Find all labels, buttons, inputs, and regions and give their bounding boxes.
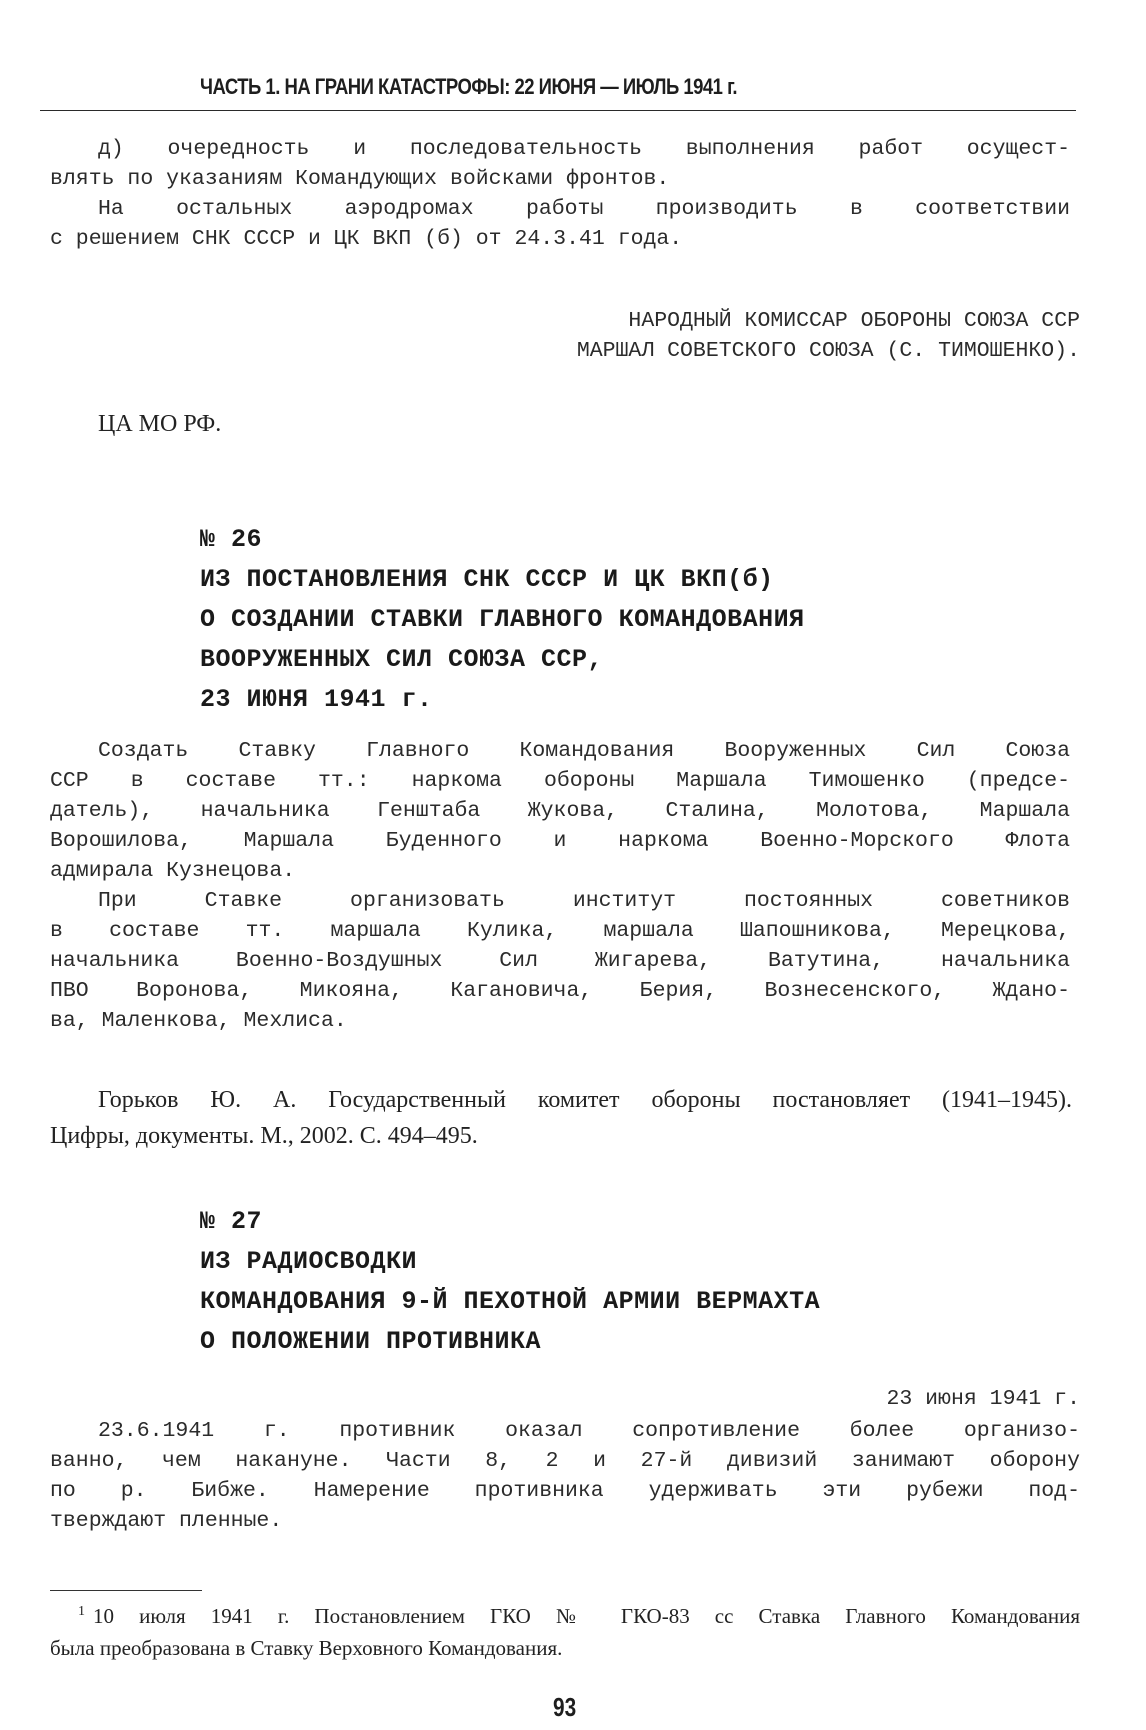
text-line: 23.6.1941 г. противник оказал сопротивление более организо- (98, 1419, 1080, 1443)
doc27-title (200, 1202, 820, 1362)
footnote-mark: 1 (78, 1604, 85, 1619)
text-line: ССР в составе тт.: наркома обороны Маршала Тимошенко (предсе- (50, 769, 1070, 793)
text-line: Ворошилова, Маршала Буденного и наркома Военно-Морского Флота (50, 829, 1070, 853)
text-line: тверждают пленные. (50, 1509, 283, 1533)
text-line: по р. Бибже. Намерение противника удерживать эти рубежи под- (50, 1479, 1080, 1503)
signature-line: МАРШАЛ СОВЕТСКОГО СОЮЗА (С. ТИМОШЕНКО). (576, 339, 1080, 363)
doc26-title-line: О СОЗДАНИИ СТАВКИ ГЛАВНОГО КОМАНДОВАНИЯ (200, 605, 805, 634)
intro-paragraph (50, 134, 1070, 254)
doc26-source (50, 1082, 1072, 1154)
text-line: влять по указаниям Командующих войсками фронтов. (50, 167, 670, 191)
doc27-title-line: КОМАНДОВАНИЯ 9-Й ПЕХОТНОЙ АРМИИ ВЕРМАХТА (200, 1287, 821, 1316)
doc26-date: 23 ИЮНЯ 1941 г. (200, 685, 433, 714)
text-line: При Ставке организовать институт постоянных советников (98, 889, 1070, 913)
text-line: в составе тт. маршала Кулика, маршала Шапошникова, Мерецкова, (50, 919, 1070, 943)
text-line: ванно, чем накануне. Части 8, 2 и 27-й дивизий занимают оборону (50, 1449, 1080, 1473)
doc26-title-line: ИЗ ПОСТАНОВЛЕНИЯ СНК СССР И ЦК ВКП(б) (200, 565, 774, 594)
text-line: ПВО Воронова, Микояна, Кагановича, Берия, Вознесенского, Ждано- (50, 979, 1070, 1003)
footnote-line (50, 1596, 1080, 1632)
footnote (50, 1596, 1080, 1664)
text-line: начальника Военно-Воздушных Сил Жигарева, Ватутина, начальника (50, 949, 1070, 973)
signature-block (50, 306, 1080, 366)
page-number: 93 (553, 1692, 577, 1722)
citation-line: Цифры, документы. М., 2002. С. 494–495. (50, 1123, 478, 1149)
doc27-body (50, 1416, 1080, 1536)
footnote-line: была преобразована в Ставку Верховного Командования. (50, 1636, 563, 1660)
doc27-date-block (50, 1384, 1080, 1414)
doc27-title-line: ИЗ РАДИОСВОДКИ (200, 1247, 418, 1276)
doc26-number: № 26 (200, 525, 263, 554)
doc26-title (200, 520, 805, 720)
footnote-rule (50, 1590, 202, 1591)
doc27-date: 23 июня 1941 г. (886, 1387, 1080, 1411)
footnote-text: 10 июля 1941 г. Постановлением ГКО № ГКО-83 сс Ставка Главного Командования (93, 1604, 1080, 1628)
citation-line: Горьков Ю. А. Государственный комитет обороны постановляет (1941–1945). (98, 1087, 1072, 1113)
running-head: ЧАСТЬ 1. НА ГРАНИ КАТАСТРОФЫ: 22 ИЮНЯ — ИЮЛЬ 1941 г. (200, 74, 738, 99)
doc27-title-line: О ПОЛОЖЕНИИ ПРОТИВНИКА (200, 1327, 542, 1356)
text-line: На остальных аэродромах работы производить в соответствии (98, 197, 1070, 221)
doc26-body (50, 736, 1070, 1036)
archive-source: ЦА МО РФ. (98, 411, 222, 437)
text-line: ва, Маленкова, Мехлиса. (50, 1009, 347, 1033)
text-line: датель), начальника Генштаба Жукова, Сталина, Молотова, Маршала (50, 799, 1070, 823)
text-line: д) очередность и последовательность выполнения работ осущест- (98, 137, 1070, 161)
text-line: Создать Ставку Главного Командования Вооруженных Сил Союза (98, 739, 1070, 763)
header-rule (40, 110, 1076, 111)
signature-line: НАРОДНЫЙ КОМИССАР ОБОРОНЫ СОЮЗА ССР (628, 309, 1080, 333)
doc27-number: № 27 (200, 1207, 263, 1236)
text-line: адмирала Кузнецова. (50, 859, 296, 883)
text-line: с решением СНК СССР и ЦК ВКП (б) от 24.3.41 года. (50, 227, 683, 251)
doc26-title-line: ВООРУЖЕННЫХ СИЛ СОЮЗА ССР, (200, 645, 604, 674)
